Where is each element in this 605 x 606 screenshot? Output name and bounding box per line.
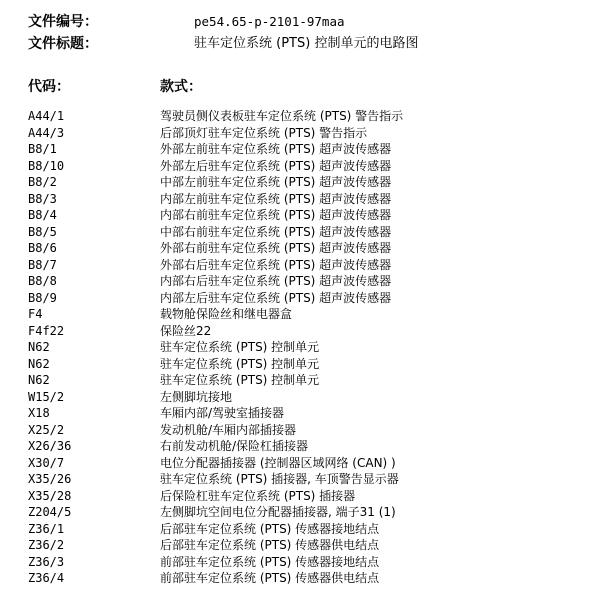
- component-code: B8/10: [28, 158, 65, 173]
- list-item: [0, 389, 605, 406]
- list-item: [0, 521, 605, 538]
- component-code: N62: [28, 356, 50, 371]
- list-item: [0, 306, 605, 323]
- doc-number-label: 文件编号：: [28, 14, 98, 30]
- component-description: 电位分配器插接器 (控制器区域网络 (CAN) ): [160, 455, 396, 470]
- component-code: Z204/5: [28, 505, 72, 519]
- list-item: [0, 240, 605, 257]
- list-item: [0, 537, 605, 554]
- component-description: 保险丝22: [160, 323, 212, 338]
- list-item: [0, 372, 605, 389]
- component-code: B8/1: [28, 142, 57, 156]
- component-description: 驾驶员侧仪表板驻车定位系统 (PTS) 警告指示: [160, 109, 404, 123]
- list-item: [0, 339, 605, 356]
- code-column-header: 代码：: [28, 79, 70, 95]
- component-description: 中部左前驻车定位系统 (PTS) 超声波传感器: [160, 175, 392, 189]
- component-code: B8/2: [28, 175, 57, 189]
- list-item: [0, 455, 605, 472]
- list-item: [0, 554, 605, 571]
- component-code: F4: [28, 307, 43, 321]
- component-description: 外部右后驻车定位系统 (PTS) 超声波传感器: [160, 257, 392, 272]
- component-description: 驻车定位系统 (PTS) 控制单元: [160, 356, 320, 371]
- component-description: 后部驻车定位系统 (PTS) 传感器接地结点: [160, 521, 380, 536]
- list-item: [0, 405, 605, 422]
- component-description: 载物舱保险丝和继电器盒: [160, 307, 293, 321]
- component-description: 车厢内部/驾驶室插接器: [160, 406, 285, 420]
- list-item: [0, 570, 605, 587]
- component-description: 左侧脚坑空间电位分配器插接器, 端子31 (1): [160, 505, 396, 519]
- list-item: [0, 504, 605, 521]
- component-description: 后部顶灯驻车定位系统 (PTS) 警告指示: [160, 125, 368, 140]
- doc-title-value: 驻车定位系统 (PTS) 控制单元的电路图: [194, 36, 419, 51]
- component-description: 内部左后驻车定位系统 (PTS) 超声波传感器: [160, 290, 392, 305]
- list-item: [0, 356, 605, 373]
- list-item: [0, 257, 605, 274]
- component-code: Z36/1: [28, 521, 65, 536]
- component-description: 右前发动机舱/保险杠插接器: [160, 439, 309, 453]
- component-code: X30/7: [28, 455, 65, 470]
- component-code: Z36/4: [28, 571, 65, 585]
- list-item: [0, 207, 605, 224]
- doc-number-row: [28, 13, 588, 31]
- component-code: A44/3: [28, 125, 65, 140]
- component-code: B8/3: [28, 191, 57, 206]
- component-description: 左侧脚坑接地: [160, 389, 233, 404]
- component-code: N62: [28, 340, 50, 354]
- component-code: X26/36: [28, 439, 72, 453]
- component-description: 内部右后驻车定位系统 (PTS) 超声波传感器: [160, 274, 392, 288]
- list-item: [0, 158, 605, 175]
- list-item: [0, 471, 605, 488]
- component-description: 驻车定位系统 (PTS) 控制单元: [160, 373, 320, 387]
- list-item: [0, 323, 605, 340]
- list-item: [0, 191, 605, 208]
- component-code: B8/9: [28, 290, 57, 305]
- list-item: [0, 174, 605, 191]
- component-description: 内部右前驻车定位系统 (PTS) 超声波传感器: [160, 208, 392, 222]
- doc-title-row: [28, 35, 588, 53]
- list-item: [0, 273, 605, 290]
- list-item: [0, 224, 605, 241]
- component-description: 前部驻车定位系统 (PTS) 传感器供电结点: [160, 571, 380, 585]
- component-description: 后保险杠驻车定位系统 (PTS) 插接器: [160, 488, 356, 503]
- component-description: 内部左前驻车定位系统 (PTS) 超声波传感器: [160, 191, 392, 206]
- component-description: 后部驻车定位系统 (PTS) 传感器供电结点: [160, 538, 380, 552]
- component-code: Z36/3: [28, 554, 65, 569]
- component-description: 驻车定位系统 (PTS) 控制单元: [160, 340, 320, 354]
- component-description: 前部驻车定位系统 (PTS) 传感器接地结点: [160, 554, 380, 569]
- component-code: Z36/2: [28, 538, 65, 552]
- component-code: X35/28: [28, 488, 72, 503]
- list-item: [0, 438, 605, 455]
- component-code: X35/26: [28, 472, 72, 486]
- component-code: B8/8: [28, 274, 57, 288]
- component-description: 驻车定位系统 (PTS) 插接器, 车顶警告显示器: [160, 472, 399, 486]
- component-code: X18: [28, 406, 50, 420]
- component-code: B8/6: [28, 241, 57, 255]
- doc-number-value: pe54.65-p-2101-97maa: [194, 14, 345, 29]
- component-code: B8/7: [28, 257, 57, 272]
- component-description: 外部右前驻车定位系统 (PTS) 超声波传感器: [160, 241, 392, 255]
- component-code: B8/5: [28, 224, 57, 239]
- list-item: [0, 141, 605, 158]
- component-code: W15/2: [28, 389, 65, 404]
- component-code: N62: [28, 373, 50, 387]
- list-item: [0, 108, 605, 125]
- component-description: 外部左后驻车定位系统 (PTS) 超声波传感器: [160, 158, 392, 173]
- component-code: A44/1: [28, 109, 65, 123]
- component-code: F4f22: [28, 323, 65, 338]
- list-item: [0, 422, 605, 439]
- list-item: [0, 488, 605, 505]
- component-code: X25/2: [28, 422, 65, 437]
- component-code: B8/4: [28, 208, 57, 222]
- list-item: [0, 125, 605, 142]
- component-description: 发动机舱/车厢内部插接器: [160, 422, 297, 437]
- list-item: [0, 290, 605, 307]
- component-description: 中部右前驻车定位系统 (PTS) 超声波传感器: [160, 224, 392, 239]
- model-column-header: 款式：: [160, 79, 202, 95]
- component-description: 外部左前驻车定位系统 (PTS) 超声波传感器: [160, 142, 392, 156]
- component-list: [0, 108, 605, 587]
- doc-title-label: 文件标题：: [28, 36, 98, 52]
